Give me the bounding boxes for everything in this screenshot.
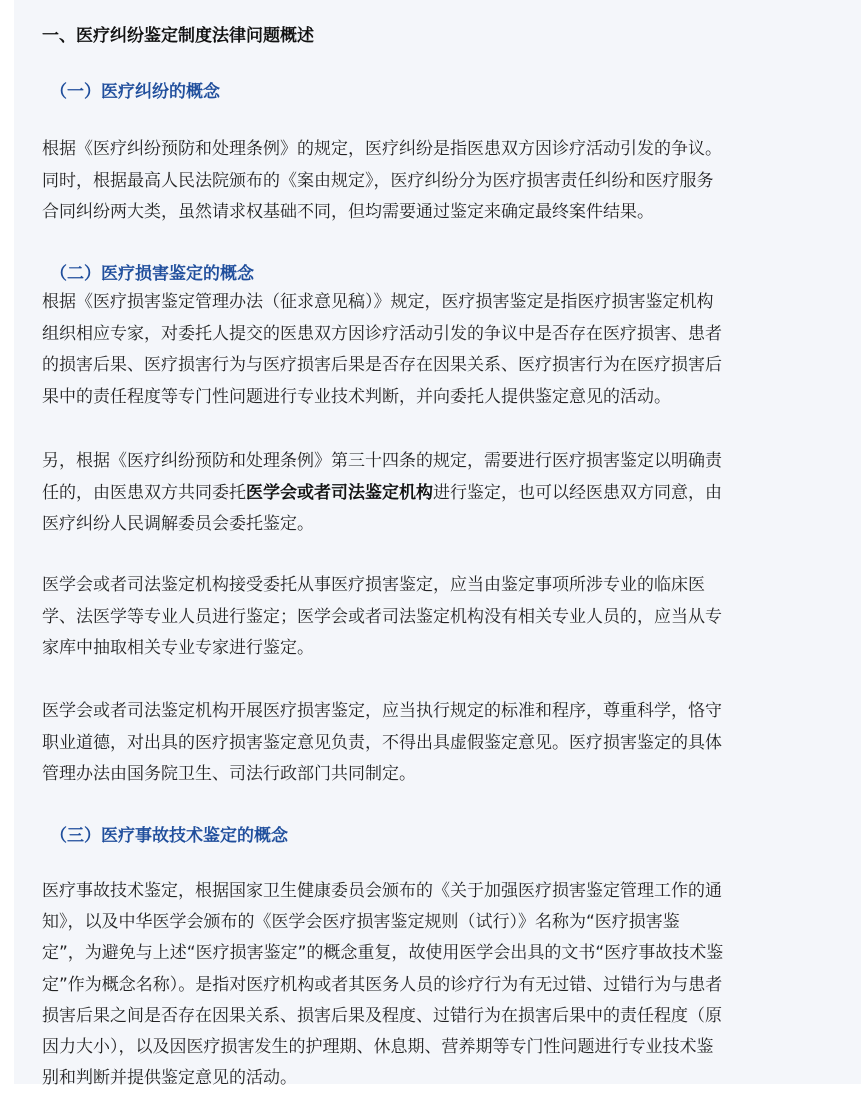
paragraph-line: 合同纠纷两大类，虽然请求权基础不同，但均需要通过鉴定来确定最终案件结果。 xyxy=(42,202,654,222)
article-body xyxy=(14,0,861,1089)
paragraph-line: 医疗纠纷人民调解委员会委托鉴定。 xyxy=(42,514,314,534)
paragraph-line: 学、法医学等专业人员进行鉴定；医学会或者司法鉴定机构没有相关专业人员的，应当从专 xyxy=(42,606,722,627)
section-heading-2: （二）医疗损害鉴定的概念 xyxy=(50,264,254,284)
paragraph-line: 医学会或者司法鉴定机构开展医疗损害鉴定，应当执行规定的标准和程序，尊重科学，恪守 xyxy=(42,701,722,721)
paragraph-line: 医疗事故技术鉴定，根据国家卫生健康委员会颁布的《关于加强医疗损害鉴定管理工作的通 xyxy=(42,881,722,901)
paragraph-5 xyxy=(42,696,860,791)
emphasis-text: 医学会或者司法鉴定机构 xyxy=(246,482,433,503)
paragraph-2 xyxy=(42,287,860,413)
paragraph-line: 管理办法由国务院卫生、司法行政部门共同制定。 xyxy=(42,764,416,784)
paragraph-line: 医学会或者司法鉴定机构接受委托从事医疗损害鉴定，应当由鉴定事项所涉专业的临床医 xyxy=(42,575,705,595)
section-heading-3: （三）医疗事故技术鉴定的概念 xyxy=(50,826,288,846)
paragraph-line: 根据《医疗纠纷预防和处理条例》的规定，医疗纠纷是指医患双方因诊疗活动引发的争议。 xyxy=(42,139,722,159)
paragraph-line: 根据《医疗损害鉴定管理办法（征求意见稿）》规定，医疗损害鉴定是指医疗损害鉴定机构 xyxy=(42,292,714,312)
paragraph-line: 家库中抽取相关专业专家进行鉴定。 xyxy=(42,638,314,658)
inline-text: 任的，由医患双方共同委托 xyxy=(42,482,246,503)
paragraph-line: 定”，为避免与上述“医疗损害鉴定”的概念重复，故使用医学会出具的文书“医疗事故技术鉴 xyxy=(42,943,724,964)
inline-text: 进行鉴定，也可以经医患双方同意，由 xyxy=(433,482,722,503)
paragraph-6 xyxy=(42,876,860,1094)
paragraph-line: 职业道德，对出具的医疗损害鉴定意见负责，不得出具虚假鉴定意见。医疗损害鉴定的具体 xyxy=(42,732,722,753)
paragraph-line: 知》，以及中华医学会颁布的《医学会医疗损害鉴定规则（试行）》名称为“医疗损害鉴 xyxy=(42,912,680,933)
page-title: 一、医疗纠纷鉴定制度法律问题概述 xyxy=(42,26,314,46)
paragraph-line: 定”作为概念名称）。是指对医疗机构或者其医务人员的诊疗行为有无过错、过错行为与患者 xyxy=(42,974,723,995)
paragraph-line: 另，根据《医疗纠纷预防和处理条例》第三十四条的规定，需要进行医疗损害鉴定以明确责 xyxy=(42,451,722,471)
paragraph-line: 果中的责任程度等专门性问题进行专业技术判断，并向委托人提供鉴定意见的活动。 xyxy=(42,386,671,407)
paragraph-4 xyxy=(42,570,860,665)
paragraph-3 xyxy=(42,446,860,541)
paragraph-line: 的损害后果、医疗损害行为与医疗损害后果是否存在因果关系、医疗损害行为在医疗损害后 xyxy=(42,355,722,375)
paragraph-line: 损害后果之间是否存在因果关系、损害后果及程度、过错行为在损害后果中的责任程度（原 xyxy=(42,1005,722,1026)
paragraph-line: 因力大小），以及因医疗损害发生的护理期、休息期、营养期等专门性问题进行专业技术鉴 xyxy=(42,1036,714,1057)
paragraph-line: 别和判断并提供鉴定意见的活动。 xyxy=(42,1068,297,1089)
section-heading-1: （一）医疗纠纷的概念 xyxy=(50,82,220,102)
paragraph-line: 同时，根据最高人民法院颁布的《案由规定》，医疗纠纷分为医疗损害责任纠纷和医疗服务 xyxy=(42,170,714,191)
paragraph-1 xyxy=(42,134,860,229)
paragraph-line: 组织相应专家，对委托人提交的医患双方因诊疗活动引发的争议中是否存在医疗损害、患者 xyxy=(42,323,722,344)
paragraph-line xyxy=(42,478,860,510)
